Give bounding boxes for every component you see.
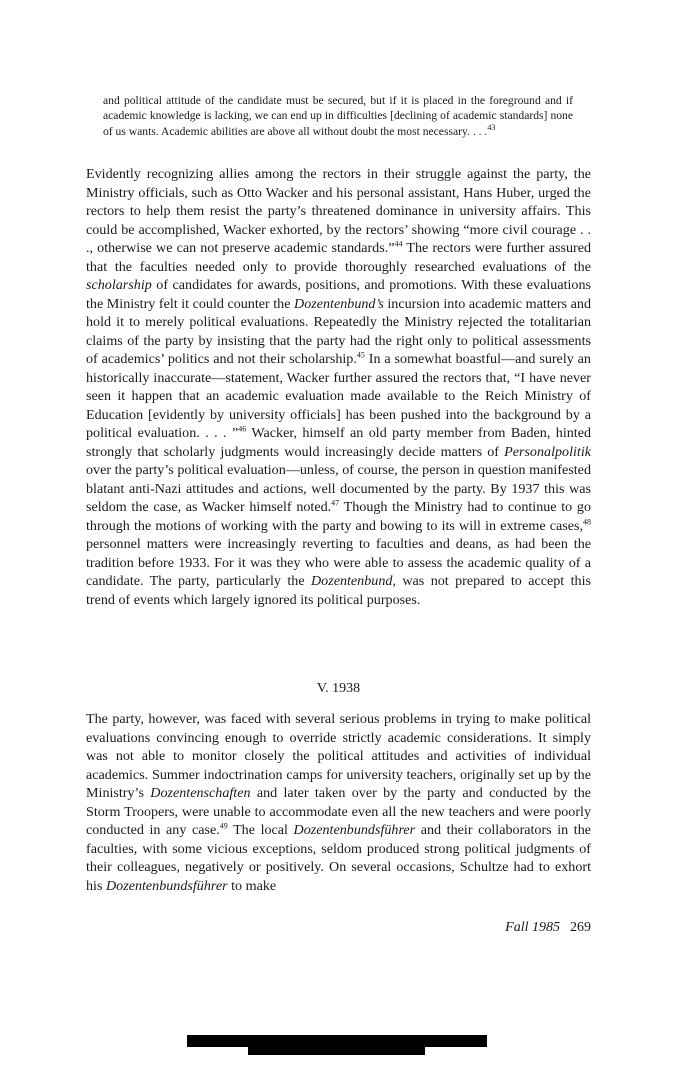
- emphasis: Dozentenbundsführer: [105, 877, 228, 894]
- scan-bar-lower: [248, 1046, 425, 1055]
- footnote-ref-48: 48: [583, 516, 591, 526]
- text-run: over the party’s political evaluation—unless, of course, the person in question manifested blatant anti-Nazi attitudes and actions, well documented by the party. By 1937 this was seldom the case, as Wacker himself noted.: [86, 462, 591, 515]
- text-run: was not prepared to accept this trend of events which largely ignored its political purposes.: [86, 573, 591, 608]
- text-run: and their collaborators in the faculties, with some vicious exceptions, seldom produced strong political judgments of their colleagues, negatively or positively. On several occasions, Schultze had to exhort his: [86, 822, 592, 894]
- emphasis: scholarship: [86, 277, 152, 293]
- text-run: incursion into academic matters and hold it to merely political evaluations. Repeatedly the Ministry rejected the totalitarian claims of the party by insisting that the party had the right only to political assessments of academics’ politics and not their scholarship.: [86, 295, 592, 367]
- emphasis: Dozentenbundsführer: [293, 822, 416, 838]
- text-run: of candidates for awards, positions, and promotions. With these evaluations the Ministry felt it could counter the: [86, 277, 591, 312]
- text-run: Wacker, himself an old party member from Baden, hinted strongly that scholarly judgments would increasingly decide matters of: [86, 425, 591, 460]
- section-heading: V. 1938: [316, 681, 361, 696]
- text-run: Though the Ministry had to continue to go through the motions of working with the party and bowing to its will in extreme cases,: [86, 499, 591, 534]
- text-run: The local: [227, 822, 294, 838]
- emphasis: Dozentenschaften: [150, 785, 251, 801]
- emphasis: Personalpolitik: [504, 443, 591, 460]
- footnote-ref-47: 47: [331, 498, 340, 508]
- footnote-ref-49: 49: [219, 821, 228, 831]
- text-run: The rectors were further assured that the faculties needed only to provide thoroughly researched evaluations of the: [86, 240, 591, 275]
- footnote-ref-45: 45: [356, 350, 365, 360]
- page-footer: [86, 920, 591, 936]
- issue-label: Fall 1985: [505, 920, 560, 935]
- page-number: 269: [570, 920, 591, 935]
- text-run: Evidently recognizing allies among the rectors in their struggle against the party, the Ministry officials, such as Otto Wacker and his personal assistant, Hans Huber, urged the rectors to help them resist the party’s threatened dominance in university affairs. This could be accomplished, Wacker exhorted, by the rectors’ showing “more civil courage . . ., otherwise we can not preserve academic standards.”: [86, 166, 591, 256]
- emphasis: Dozentenbund’s: [294, 295, 384, 312]
- text-run: The party, however, was faced with several serious problems in trying to make political evaluations convincing enough to override strictly academic considerations. It simply was not able to monitor closely the political attitudes and activities of individual academics. Summer indoctrination camps for university teachers, originally set up by the Ministry’s: [86, 711, 591, 801]
- paragraph-1: [86, 165, 591, 609]
- footnote-ref-46: 46: [238, 424, 247, 434]
- text-run: In a somewhat boastful—and surely an historically inaccurate—statement, Wacker further assured the rectors that, “I have never seen it happen that an academic evaluation made available to the Reich Ministry of Education [evidently by university officials] has been pushed into the background by a political evaluation. . . . ”: [86, 351, 591, 441]
- emphasis: Dozentenbund,: [311, 573, 396, 589]
- quote-text: and political attitude of the candidate must be secured, but if it is placed in the foreground and if academic knowledge is lacking, we can end up in difficulties [declining of academic standards] none of us wants. Academic abilities are above all without doubt the most necessary. . . .: [103, 94, 573, 138]
- text-run: personnel matters were increasingly reverting to faculties and deans, as had been the tradition before 1933. For it was they who were able to assess the academic quality of a candidate. The party, particularly the: [86, 536, 591, 589]
- text-run: to make: [227, 877, 277, 894]
- footnote-ref-43: 43: [487, 122, 496, 132]
- paragraph-2: [86, 710, 591, 895]
- footnote-ref-44: 44: [394, 239, 403, 249]
- text-run: and later taken over by the party and conducted by the Storm Troopers, were unable to accommodate even all the new teachers and were poorly conducted in any case.: [86, 785, 591, 838]
- block-quote: [103, 93, 573, 139]
